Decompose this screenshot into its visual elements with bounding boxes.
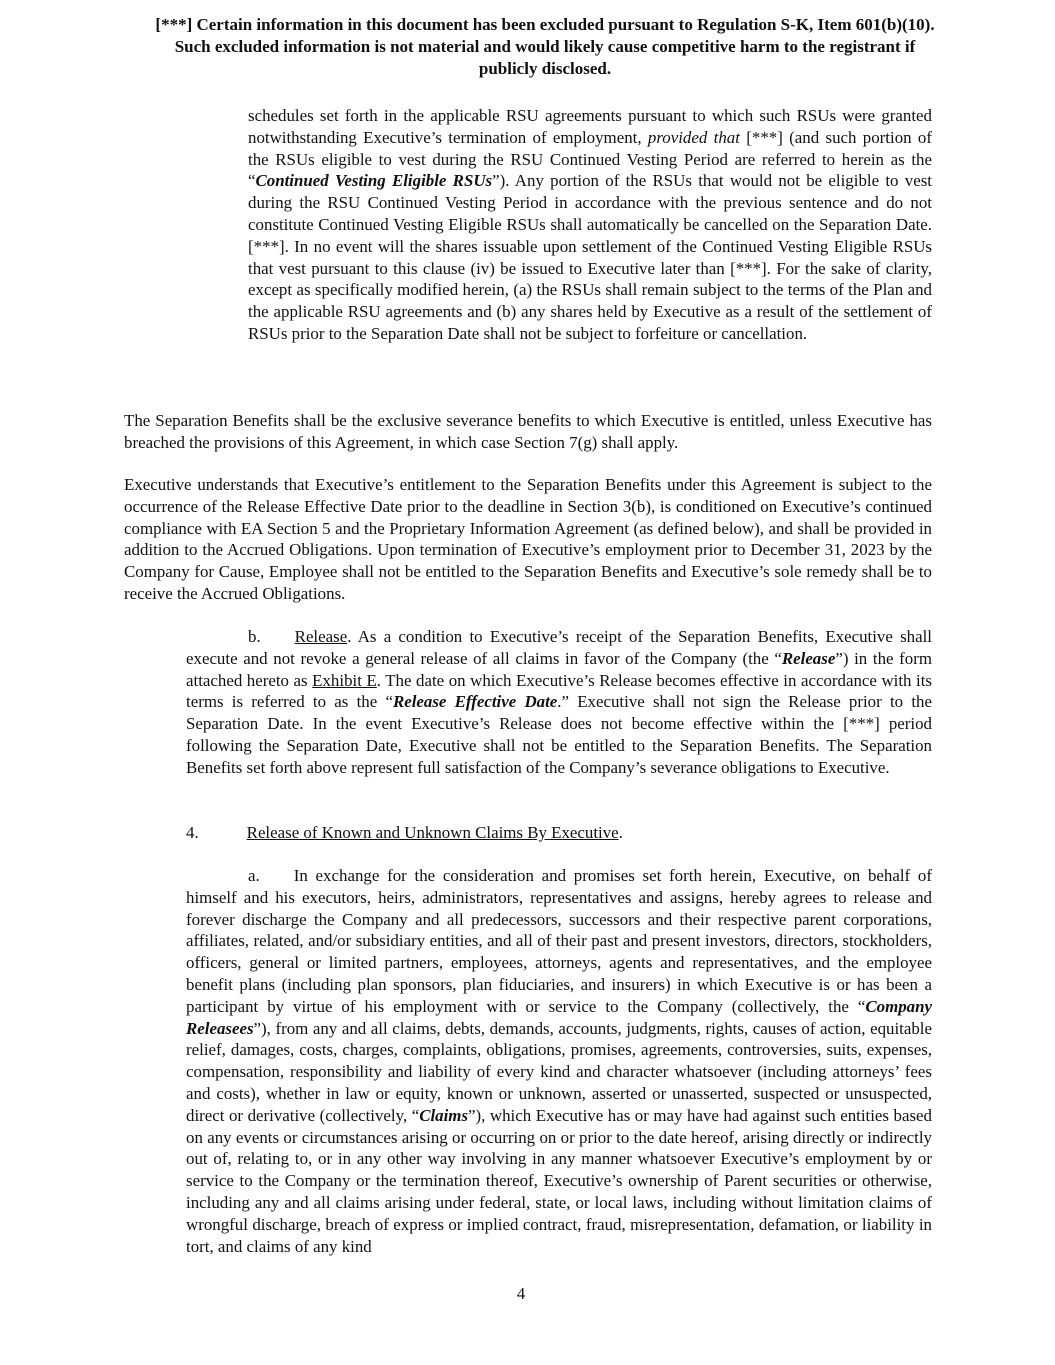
header-line-2: Such excluded information is not material and would likely cause competitive harm to the registrant if <box>174 37 916 56</box>
section-4a-release-paragraph: a. In exchange for the consideration and promises set forth herein, Executive, on behalf of himself and his executors, heirs, administrators, representatives and assigns, hereby agrees to release and forever discharge the Company and all predecessors, successors and their respective parent corporations, affiliates, related, and/or subsidiary entities, and all of their past and present investors, directors, stockholders, officers, general or limited partners, employees, attorneys, agents and representatives, and the employee benefit plans (including plan sponsors, plan fiduciaries, and insurers) in which Executive is or has been a participant by virtue of his employment with or service to the Company (collectively, the “Company Releasees”), from any and all claims, debts, demands, accounts, judgments, rights, causes of action, equitable relief, damages, costs, charges, complaints, obligations, promises, agreements, controversies, suits, expenses, compensation, responsibility and liability of every kind and character whatsoever (including attorneys’ fees and costs), whether in law or equity, known or unknown, asserted or unasserted, suspected or unsuspected, direct or derivative (collectively, “Claims”), which Executive has or may have had against such entities based on any events or circumstances arising or occurring on or prior to the date hereof, arising directly or indirectly out of, relating to, or in any other way involving in any manner whatsoever Executive’s employment by or service to the Company or the termination thereof, Executive’s ownership of Parent securities or otherwise, including any and all claims arising under federal, state, or local laws, including without limitation claims of wrongful discharge, breach of express or implied contract, fraud, misrepresentation, defamation, or liability in tort, and claims of any kind <box>186 866 932 1256</box>
section-3b-heading: Release <box>294 627 348 646</box>
page-number: 4 <box>516 1284 526 1303</box>
defined-term-continued-vesting-eligible-rsus: Continued Vesting Eligible RSUs <box>255 171 493 191</box>
rsu-continued-vesting-paragraph: schedules set forth in the applicable RSU agreements pursuant to which such RSUs were granted notwithstanding Executive’s termination of employment, provided that [***] (and such portion of the RSUs eligible to vest during the RSU Continued Vesting Period are referred to herein as the “Continued Vesting Eligible RSUs”). Any portion of the RSUs that would not be eligible to vest during the RSU Continued Vesting Period in accordance with the previous sentence and do not constitute Continued Vesting Eligible RSUs shall automatically be cancelled on the Separation Date. [***]. In no event will the shares issuable upon settlement of the Continued Vesting Eligible RSUs that vest pursuant to this clause (iv) be issued to Executive later than [***]. For the sake of clarity, except as specifically modified herein, (a) the RSUs shall remain subject to the terms of the Plan and the applicable RSU agreements and (b) any shares held by Executive as a result of the settlement of RSUs prior to the Separation Date shall not be subject to forfeiture or cancellation. <box>248 106 932 343</box>
defined-term-claims: Claims <box>419 1105 469 1125</box>
header-line-1: [***] Certain information in this document has been excluded pursuant to Regulation S-K, Item 601(b)(10). <box>155 15 935 34</box>
defined-term-company-releasees: Company Releasees <box>186 996 932 1038</box>
section-4-number: 4. <box>186 823 199 842</box>
section-4-title: Release of Known and Unknown Claims By Executive <box>246 823 619 842</box>
entitlement-conditions-paragraph: Executive understands that Executive’s entitlement to the Separation Benefits under this Agreement is subject to the occurrence of the Release Effective Date prior to the deadline in Section 3(b), is conditioned on Executive’s continued compliance with EA Section 5 and the Proprietary Information Agreement (as defined below), and shall be provided in addition to the Accrued Obligations. Upon termination of Executive’s employment prior to December 31, 2023 by the Company for Cause, Employee shall not be entitled to the Separation Benefits and Executive’s sole remedy shall be to receive the Accrued Obligations. <box>124 475 932 603</box>
section-4-heading: 4. Release of Known and Unknown Claims By Executive. <box>186 823 623 842</box>
defined-term-release: Release <box>781 648 836 668</box>
defined-term-release-effective-date: Release Effective Date <box>392 692 558 712</box>
exhibit-e-reference: Exhibit E <box>312 670 377 690</box>
section-3b-release-paragraph: b. Release. As a condition to Executive’s receipt of the Separation Benefits, Executive shall execute and not revoke a general release of all claims in favor of the Company (the “Release”) in the form attached hereto as Exhibit E. The date on which Executive’s Release becomes effective in accordance with its terms is referred to as the “Release Effective Date.” Executive shall not sign the Release prior to the Separation Date. In the event Executive’s Release does not become effective within the [***] period following the Separation Date, Executive shall not be entitled to the Separation Benefits. The Separation Benefits set forth above represent full satisfaction of the Company’s severance obligations to Executive. <box>186 627 932 777</box>
section-4a-marker: a. <box>248 866 260 885</box>
header-line-3: publicly disclosed. <box>478 59 612 78</box>
exclusive-benefits-paragraph: The Separation Benefits shall be the exclusive severance benefits to which Executive is entitled, unless Executive has breached the provisions of this Agreement, in which case Section 7(g) shall apply. <box>124 411 932 452</box>
section-3b-marker: b. <box>248 627 261 646</box>
provided-that-phrase: provided that <box>647 127 740 147</box>
redaction-notice-header <box>100 14 990 80</box>
